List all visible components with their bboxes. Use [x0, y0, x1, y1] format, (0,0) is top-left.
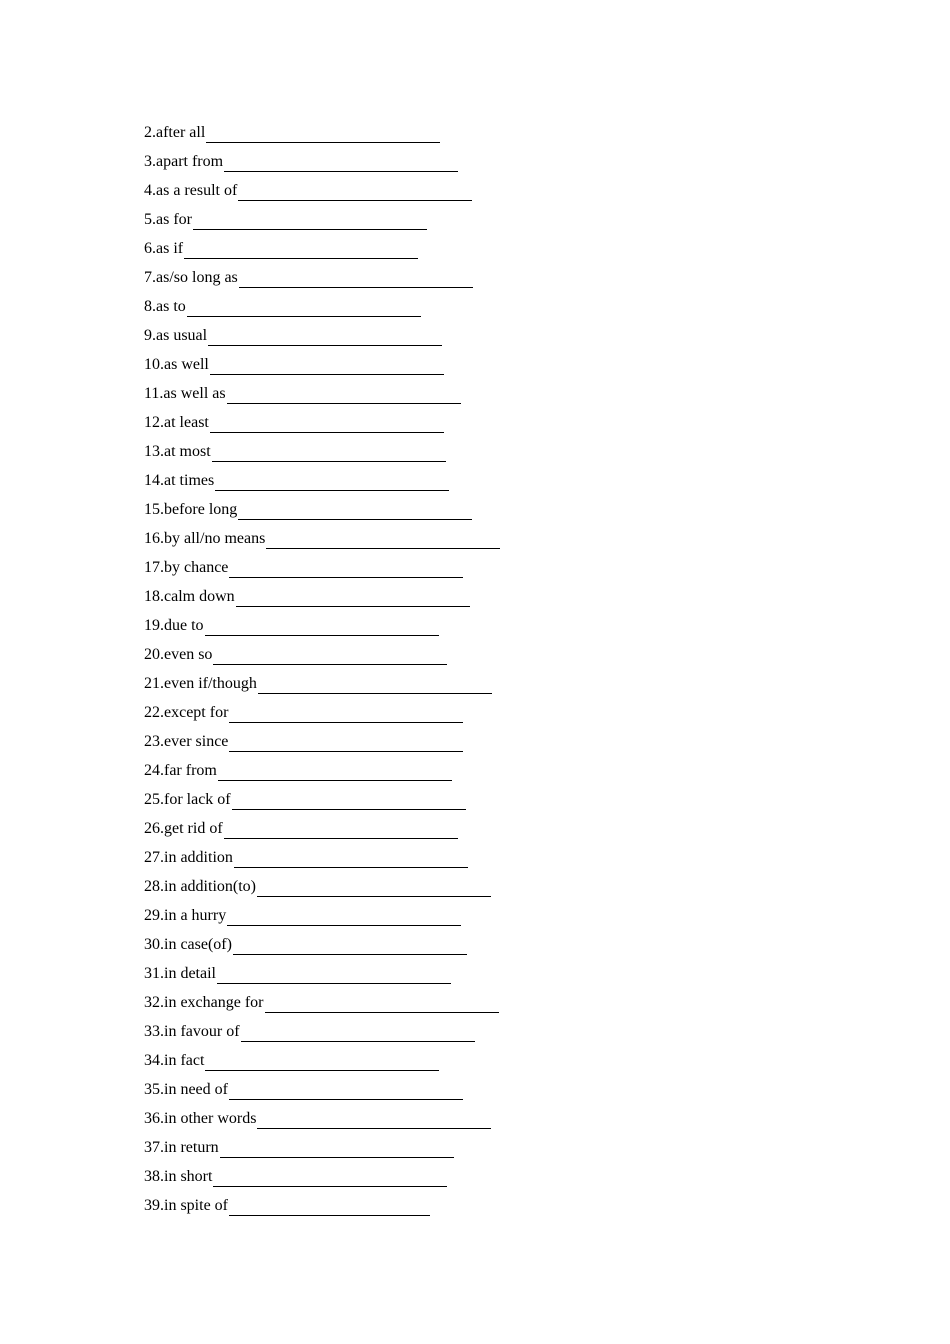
list-item — [144, 172, 500, 201]
phrase-label: 38.in short — [144, 1168, 213, 1185]
phrase-label: 31.in detail — [144, 965, 216, 982]
answer-blank[interactable] — [258, 678, 492, 694]
phrase-label: 32.in exchange for — [144, 994, 264, 1011]
answer-blank[interactable] — [234, 852, 468, 868]
phrase-label: 23.ever since — [144, 733, 229, 750]
phrase-label: 21.even if/though — [144, 675, 257, 692]
phrase-label: 7.as/so long as — [144, 269, 238, 286]
phrase-label: 3.apart from — [144, 153, 224, 170]
list-item — [144, 375, 500, 404]
answer-blank[interactable] — [257, 881, 491, 897]
answer-blank[interactable] — [210, 359, 444, 375]
list-item — [144, 781, 500, 810]
answer-blank[interactable] — [215, 475, 449, 491]
list-item — [144, 723, 500, 752]
phrase-label: 20.even so — [144, 646, 213, 663]
answer-blank[interactable] — [229, 707, 463, 723]
answer-blank[interactable] — [213, 1171, 447, 1187]
list-item — [144, 578, 500, 607]
phrase-label: 30.in case(of) — [144, 936, 232, 953]
answer-blank[interactable] — [193, 214, 427, 230]
list-item — [144, 694, 500, 723]
phrase-label: 35.in need of — [144, 1081, 228, 1098]
phrase-label: 26.get rid of — [144, 820, 223, 837]
answer-blank[interactable] — [224, 156, 458, 172]
list-item — [144, 926, 500, 955]
answer-blank[interactable] — [227, 388, 461, 404]
phrase-label: 12.at least — [144, 414, 209, 431]
list-item — [144, 114, 500, 143]
answer-blank[interactable] — [241, 1026, 475, 1042]
phrase-label: 29.in a hurry — [144, 907, 227, 924]
answer-blank[interactable] — [184, 243, 418, 259]
phrase-label: 33.in favour of — [144, 1023, 240, 1040]
answer-blank[interactable] — [206, 127, 440, 143]
phrase-label: 14.at times — [144, 472, 215, 489]
answer-blank[interactable] — [213, 649, 447, 665]
answer-blank[interactable] — [265, 997, 499, 1013]
list-item — [144, 868, 500, 897]
answer-blank[interactable] — [205, 1055, 439, 1071]
list-item — [144, 1158, 500, 1187]
answer-blank[interactable] — [229, 736, 463, 752]
phrase-label: 16.by all/no means — [144, 530, 266, 547]
phrase-label: 10.as well — [144, 356, 209, 373]
phrase-label: 8.as to — [144, 298, 186, 315]
answer-blank[interactable] — [266, 533, 500, 549]
answer-blank[interactable] — [233, 939, 467, 955]
phrase-label: 39.in spite of — [144, 1197, 228, 1214]
list-item — [144, 520, 500, 549]
answer-blank[interactable] — [218, 765, 452, 781]
answer-blank[interactable] — [229, 562, 463, 578]
phrase-label: 28.in addition(to) — [144, 878, 256, 895]
list-item — [144, 1071, 500, 1100]
phrase-label: 13.at most — [144, 443, 211, 460]
phrase-label: 18.calm down — [144, 588, 235, 605]
answer-blank[interactable] — [236, 591, 470, 607]
list-item — [144, 1187, 500, 1216]
list-item — [144, 1100, 500, 1129]
phrase-label: 19.due to — [144, 617, 204, 634]
answer-blank[interactable] — [210, 417, 444, 433]
answer-blank[interactable] — [187, 301, 421, 317]
list-item — [144, 317, 500, 346]
phrase-label: 5.as for — [144, 211, 192, 228]
phrase-label: 36.in other words — [144, 1110, 257, 1127]
list-item — [144, 636, 500, 665]
answer-blank[interactable] — [229, 1084, 463, 1100]
list-item — [144, 433, 500, 462]
answer-blank[interactable] — [220, 1142, 454, 1158]
list-item — [144, 897, 500, 926]
list-item — [144, 259, 500, 288]
list-item — [144, 665, 500, 694]
list-item — [144, 549, 500, 578]
phrase-label: 25.for lack of — [144, 791, 231, 808]
answer-blank[interactable] — [205, 620, 439, 636]
phrase-label: 27.in addition — [144, 849, 233, 866]
answer-blank[interactable] — [238, 504, 472, 520]
phrase-exercise-list — [144, 114, 500, 1216]
answer-blank[interactable] — [208, 330, 442, 346]
answer-blank[interactable] — [229, 1200, 430, 1216]
list-item — [144, 752, 500, 781]
phrase-label: 11.as well as — [144, 385, 226, 402]
answer-blank[interactable] — [238, 185, 472, 201]
phrase-label: 22.except for — [144, 704, 229, 721]
list-item — [144, 143, 500, 172]
list-item — [144, 288, 500, 317]
list-item — [144, 984, 500, 1013]
answer-blank[interactable] — [217, 968, 451, 984]
list-item — [144, 201, 500, 230]
answer-blank[interactable] — [224, 823, 458, 839]
answer-blank[interactable] — [257, 1113, 491, 1129]
list-item — [144, 607, 500, 636]
list-item — [144, 839, 500, 868]
list-item — [144, 491, 500, 520]
answer-blank[interactable] — [239, 272, 473, 288]
phrase-label: 15.before long — [144, 501, 238, 518]
phrase-label: 37.in return — [144, 1139, 219, 1156]
list-item — [144, 955, 500, 984]
phrase-label: 6.as if — [144, 240, 184, 257]
list-item — [144, 1013, 500, 1042]
list-item — [144, 404, 500, 433]
answer-blank[interactable] — [232, 794, 466, 810]
phrase-label: 24.far from — [144, 762, 217, 779]
list-item — [144, 1042, 500, 1071]
phrase-label: 2.after all — [144, 124, 206, 141]
list-item — [144, 1129, 500, 1158]
answer-blank[interactable] — [212, 446, 446, 462]
list-item — [144, 230, 500, 259]
phrase-label: 17.by chance — [144, 559, 229, 576]
list-item — [144, 462, 500, 491]
phrase-label: 4.as a result of — [144, 182, 238, 199]
phrase-label: 9.as usual — [144, 327, 208, 344]
list-item — [144, 346, 500, 375]
list-item — [144, 810, 500, 839]
phrase-label: 34.in fact — [144, 1052, 205, 1069]
answer-blank[interactable] — [227, 910, 461, 926]
